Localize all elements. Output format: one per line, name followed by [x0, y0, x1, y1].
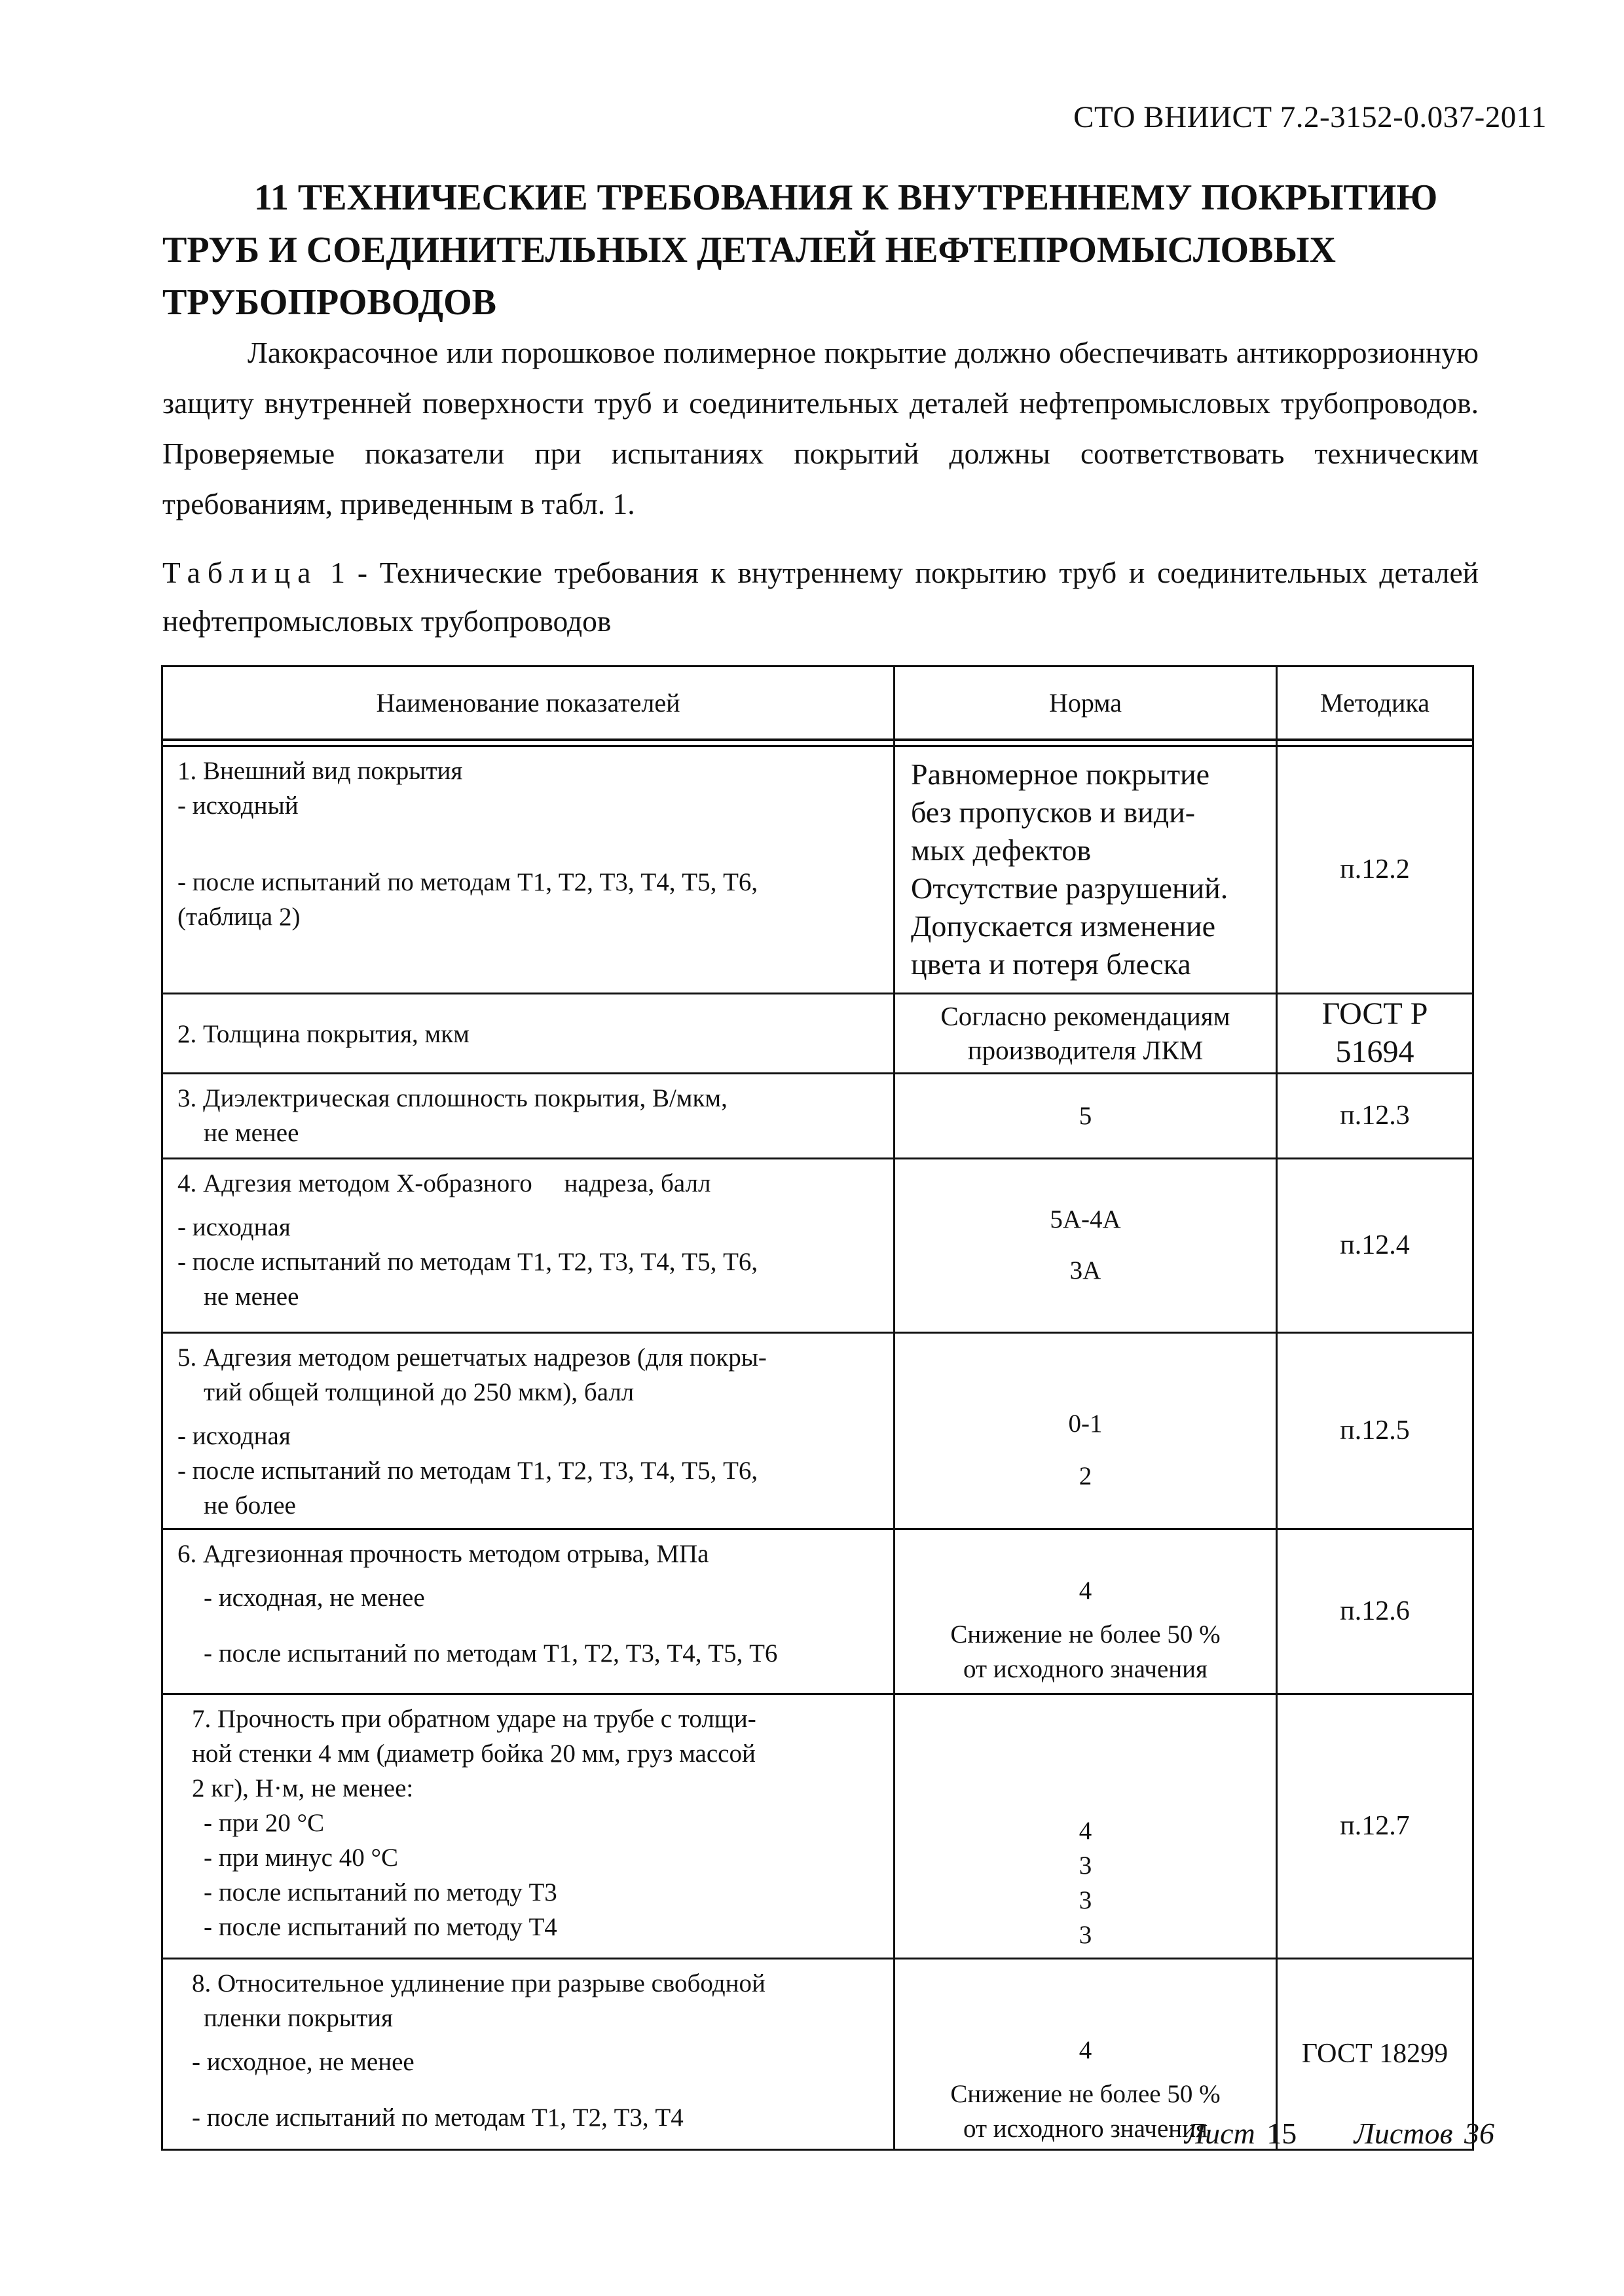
table-row: [162, 993, 1473, 1073]
row5-method: п.12.5: [1277, 1332, 1473, 1529]
row7-method: п.12.7: [1277, 1694, 1473, 1958]
row5-norm-line: 2: [1079, 1462, 1092, 1490]
table-row: [162, 1158, 1473, 1332]
row1-name-line: - исходный: [177, 791, 299, 820]
row8-name: [162, 1958, 895, 2149]
row7-name-line: - при 20 °С: [204, 1808, 325, 1837]
row8-norm-line: Снижение не более 50 %: [950, 2079, 1221, 2108]
row3-name: [162, 1073, 895, 1158]
row1-name-line: - после испытаний по методам Т1, Т2, Т3, Т4, Т5, Т6,: [177, 867, 758, 896]
row3-method: п.12.3: [1277, 1073, 1473, 1158]
row5-name-line: - после испытаний по методам Т1, Т2, Т3, Т4, Т5, Т6,: [177, 1456, 758, 1485]
row2-method-line: ГОСТ Р: [1321, 996, 1428, 1031]
row2-norm-line: производителя ЛКМ: [967, 1035, 1204, 1065]
row7-norm-line: 4: [1079, 1816, 1092, 1845]
row8-name-line: - после испытаний по методам Т1, Т2, Т3, Т4: [192, 2103, 684, 2132]
row3-name-line: 3. Диэлектрическая сплошность покрытия, В/мкм,: [177, 1084, 728, 1112]
row1-norm: [895, 746, 1277, 993]
sheets-label: Листов: [1354, 2117, 1453, 2150]
section-title-line-2: ТРУБ И СОЕДИНИТЕЛЬНЫХ ДЕТАЛЕЙ НЕФТЕПРОМЫСЛОВЫХ: [162, 230, 1336, 270]
row4-name: [162, 1158, 895, 1332]
row6-norm-line: от исходного значения: [963, 1654, 1208, 1683]
row1-norm-line: Отсутствие разрушений.: [911, 871, 1228, 905]
row5-name-line: тий общей толщиной до 250 мкм), балл: [204, 1377, 635, 1406]
row2-name: [162, 993, 895, 1073]
row7-name-line: ной стенки 4 мм (диаметр бойка 20 мм, груз массой: [192, 1739, 756, 1768]
row4-name-line: - исходная: [177, 1212, 291, 1241]
sheet-label: Лист: [1184, 2117, 1255, 2150]
row2-norm: [895, 993, 1277, 1073]
row7-norm-line: 3: [1079, 1851, 1092, 1880]
row4-name-line: - после испытаний по методам Т1, Т2, Т3, Т4, Т5, Т6,: [177, 1247, 758, 1276]
row2-norm-line: Согласно рекомендациям: [940, 1001, 1230, 1031]
row5-name-line: - исходная: [177, 1421, 291, 1450]
row3-norm: [895, 1073, 1277, 1158]
row1-norm-line: без пропусков и види-: [911, 795, 1196, 829]
row7-name-line: 2 кг), Н·м, не менее:: [192, 1774, 414, 1802]
row7-name-line: - после испытаний по методу Т3: [204, 1878, 557, 1906]
document-code: СТО ВНИИСТ 7.2-3152-0.037-2011: [1073, 100, 1547, 134]
row5-name-line: не более: [204, 1491, 296, 1520]
row4-method: п.12.4: [1277, 1158, 1473, 1332]
row1-norm-line: Равномерное покрытие: [911, 757, 1210, 791]
row7-norm-line: 3: [1079, 1920, 1092, 1949]
table-caption-text: 1 - Технические требования к внутреннему покрытию труб и соединительных деталей нефтепромысловых трубопроводов: [162, 556, 1479, 638]
row7-norm: [895, 1694, 1277, 1958]
requirements-table: [161, 665, 1474, 2151]
row7-name-line: 7. Прочность при обратном ударе на трубе с толщи-: [192, 1704, 756, 1733]
row8-method: ГОСТ 18299: [1277, 1958, 1473, 2149]
table-row: [162, 1073, 1473, 1158]
table-row: [162, 746, 1473, 993]
row7-name-line: - при минус 40 °С: [204, 1843, 399, 1872]
row6-method: п.12.6: [1277, 1529, 1473, 1694]
header-name: Наименование показателей: [162, 666, 895, 740]
row8-name-line: 8. Относительное удлинение при разрыве свободной: [192, 1969, 766, 1997]
header-method: Методика: [1277, 666, 1473, 740]
row1-norm-line: цвета и потеря блеска: [911, 947, 1191, 981]
row4-norm: [895, 1158, 1277, 1332]
table-caption-label: Таблица: [162, 556, 318, 589]
row1-norm-line: Допускается изменение: [911, 909, 1215, 943]
row1-name-line: (таблица 2): [177, 902, 301, 931]
row6-norm: [895, 1529, 1277, 1694]
row4-name-line: 4. Адгезия методом Х-образного надреза, балл: [177, 1169, 711, 1197]
row6-name-line: - исходная, не менее: [204, 1583, 425, 1612]
table-header-row: [162, 666, 1473, 740]
section-title: [162, 172, 1511, 329]
row4-norm-line: 3А: [1069, 1256, 1101, 1285]
table-caption: [162, 549, 1479, 646]
section-title-line-3: ТРУБОПРОВОДОВ: [162, 282, 497, 323]
row1-name: [162, 746, 895, 993]
table-row: [162, 1529, 1473, 1694]
row3-norm-line: 5: [1079, 1101, 1092, 1130]
row6-norm-line: 4: [1079, 1576, 1092, 1605]
row6-name-line: - после испытаний по методам Т1, Т2, Т3, Т4, Т5, Т6: [204, 1639, 778, 1667]
section-title-line-1: 11 ТЕХНИЧЕСКИЕ ТРЕБОВАНИЯ К ВНУТРЕННЕМУ ПОКРЫТИЮ: [254, 177, 1438, 218]
row6-name: [162, 1529, 895, 1694]
row8-name-line: пленки покрытия: [204, 2003, 393, 2032]
row2-method: [1277, 993, 1473, 1073]
row7-name-line: - после испытаний по методу Т4: [204, 1912, 557, 1941]
row6-name-line: 6. Адгезионная прочность методом отрыва, МПа: [177, 1539, 709, 1568]
row1-method: п.12.2: [1277, 746, 1473, 993]
row2-name-line: 2. Толщина покрытия, мкм: [177, 1019, 470, 1048]
row2-method-line: 51694: [1335, 1034, 1414, 1069]
page-footer: [1185, 2116, 1494, 2151]
row5-norm: [895, 1332, 1277, 1529]
row1-name-line: 1. Внешний вид покрытия: [177, 756, 463, 785]
row5-norm-line: 0-1: [1068, 1410, 1103, 1438]
intro-paragraph: Лакокрасочное или порошковое полимерное покрытие должно обеспечивать антикоррозионную защиту внутренней поверхности труб и соединительных деталей нефтепромысловых трубопроводов. Проверяемые показатели при испытаниях покрытий должны соответствовать техническим требованиям, приведенным в табл. 1.: [162, 336, 1479, 520]
row7-name: [162, 1694, 895, 1958]
row6-norm-line: Снижение не более 50 %: [950, 1620, 1221, 1649]
header-separator: [162, 740, 1473, 746]
header-norm: Норма: [895, 666, 1277, 740]
row5-name-line: 5. Адгезия методом решетчатых надрезов (для покры-: [177, 1343, 767, 1372]
sheets-total: 36: [1464, 2117, 1494, 2150]
sheet-number: 15: [1266, 2117, 1297, 2150]
row3-name-line: не менее: [204, 1118, 299, 1147]
row8-norm-line: от исходного значения: [963, 2114, 1208, 2143]
table-row: [162, 1332, 1473, 1529]
row8-name-line: - исходное, не менее: [192, 2047, 415, 2076]
row4-name-line: не менее: [204, 1282, 299, 1311]
table-row: [162, 1694, 1473, 1958]
row7-norm-line: 3: [1079, 1886, 1092, 1914]
row8-norm-line: 4: [1079, 2035, 1092, 2064]
row4-norm-line: 5А-4А: [1050, 1205, 1121, 1233]
row5-name: [162, 1332, 895, 1529]
row1-norm-line: мых дефектов: [911, 833, 1092, 867]
